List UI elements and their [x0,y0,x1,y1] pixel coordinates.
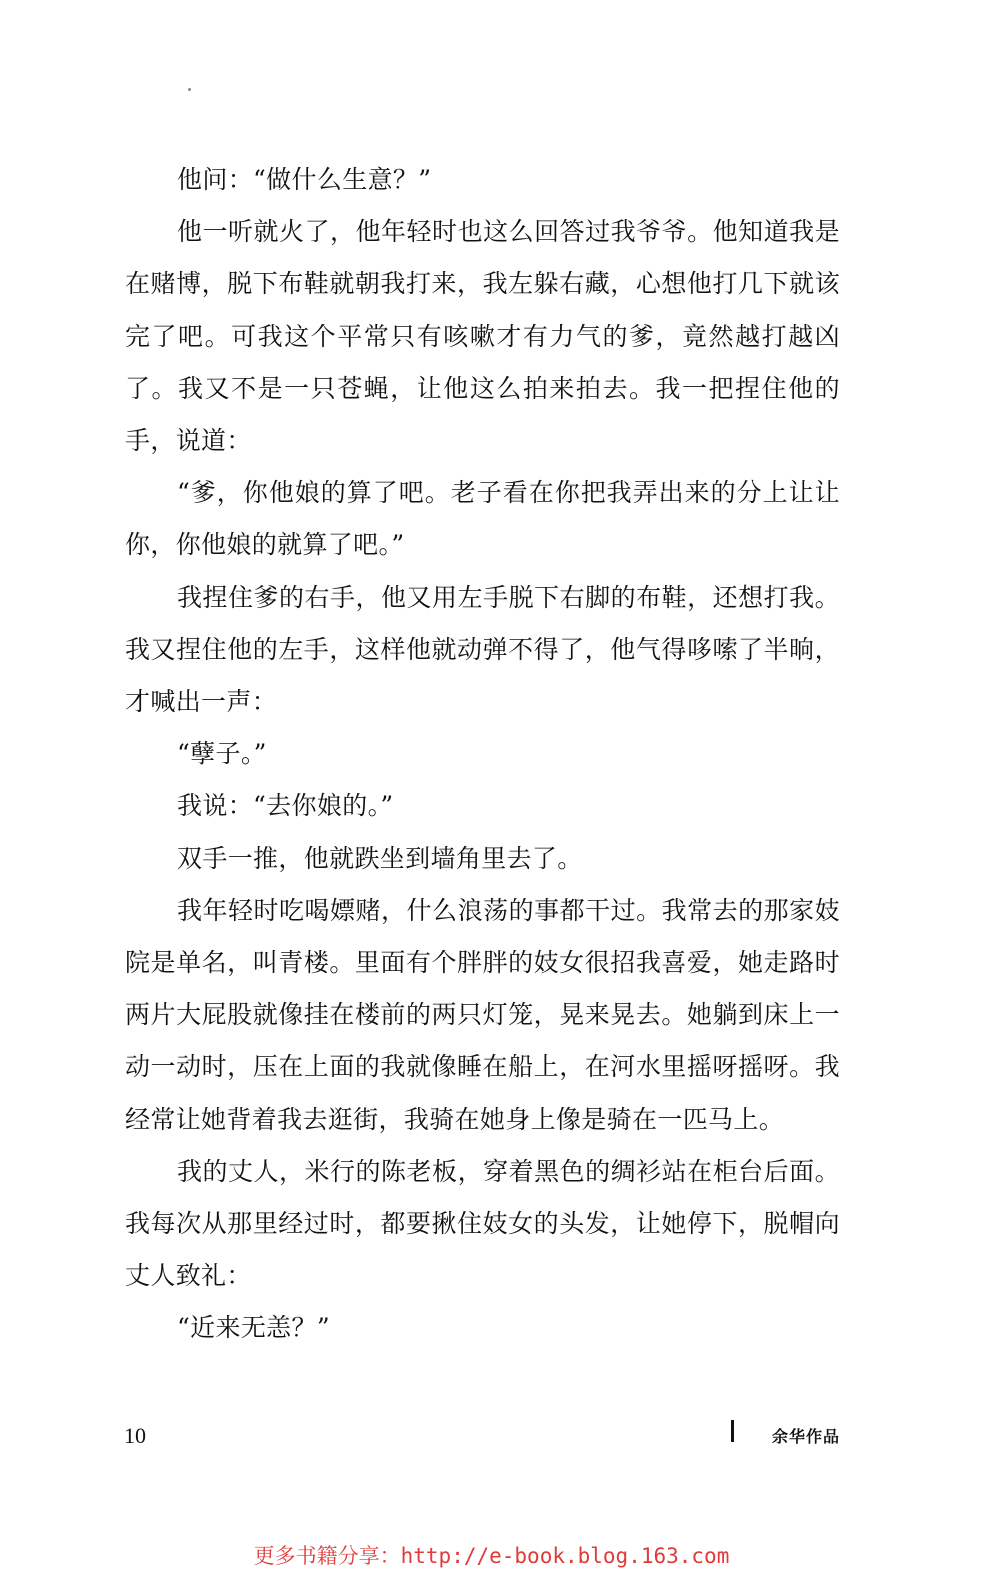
paragraph: “近来无恙？” [177,1313,331,1343]
body-text [125,154,840,1355]
paragraph: 我年轻时吃喝嫖赌，什么浪荡的事都干过。我常去的那家妓院是单名，叫青楼。里面有个胖胖的妓女很招我喜爱，她走路时两片大屁股就像挂在楼前的两只灯笼，晃来晃去。她躺到床上一动一动时，压在上面的我就像睡在船上，在河水里摇呀摇呀。我经常让她背着我去逛街，我骑在她身上像是骑在一匹马上。 [125,895,840,1134]
share-link[interactable]: 更多书籍分享：http://e-book.blog.163.com [253,1544,730,1568]
paragraph: 他一听就火了，他年轻时也这么回答过我爷爷。他知道我是在赌博，脱下布鞋就朝我打来，我左躲右藏，心想他打几下就该完了吧。可我这个平常只有咳嗽才有力气的爹，竟然越打越凶了。我又不是一只苍蝇，让他这么拍来拍去。我一把捏住他的手，说道： [125,217,840,456]
page-number: 10 [124,1423,146,1448]
paragraph: 我说：“去你娘的。” [177,791,394,821]
paragraph: 他问：“做什么生意？” [177,165,432,194]
author-works-label: 余华作品 [772,1427,841,1446]
footer-divider [731,1420,734,1442]
paragraph: 双手一推，他就跌坐到墙角里去了。 [177,843,583,873]
paragraph: “爹，你他娘的算了吧。老子看在你把我弄出来的分上让让你，你他娘的就算了吧。” [125,478,840,560]
paragraph: “孽子。” [177,739,267,769]
paragraph: 我的丈人，米行的陈老板，穿着黑色的绸衫站在柜台后面。我每次从那里经过时，都要揪住妓女的头发，让她停下，脱帽向丈人致礼： [125,1156,840,1291]
page-speck [188,88,191,91]
paragraph: 我捏住爹的右手，他又用左手脱下右脚的布鞋，还想打我。我又捏住他的左手，这样他就动弹不得了，他气得哆嗦了半晌，才喊出一声： [125,582,840,717]
